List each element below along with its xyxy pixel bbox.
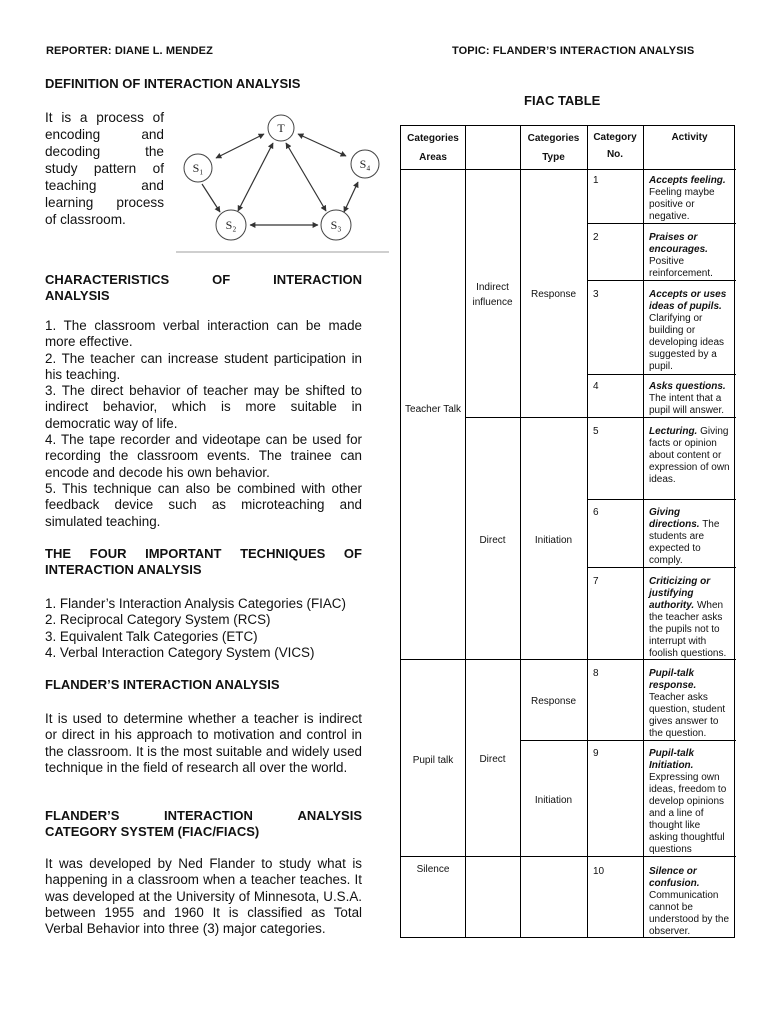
activity-title: Silence or confusion. bbox=[649, 866, 700, 889]
table-divider bbox=[587, 374, 736, 375]
area-teacher-talk: Teacher Talk bbox=[405, 404, 461, 415]
arrow-s4-s3 bbox=[344, 182, 358, 212]
arrow-t-s3 bbox=[286, 143, 326, 211]
area-silence: Silence bbox=[416, 864, 450, 875]
arrow-s1-s2 bbox=[202, 184, 220, 212]
characteristics-title bbox=[45, 272, 362, 304]
activity-cell bbox=[649, 426, 731, 486]
type-response-pupil: Response bbox=[530, 696, 577, 707]
techniques-title bbox=[45, 546, 362, 578]
header-text: Categories bbox=[407, 133, 459, 144]
influence-direct-pupil: Direct bbox=[479, 754, 506, 765]
type-initiation: Initiation bbox=[534, 535, 573, 546]
activity-desc: Teacher asks question, student gives answer to the question. bbox=[649, 692, 726, 739]
header-text: Areas bbox=[419, 152, 447, 163]
fiac-table bbox=[400, 125, 735, 938]
category-number: 5 bbox=[593, 426, 599, 437]
list-item: 3. The direct behavior of teacher may be shifted to indirect behavior, which is more suitable in democratic way of life. bbox=[45, 383, 362, 431]
fiac-title-line2: CATEGORY SYSTEM (FIAC/FIACS) bbox=[45, 824, 260, 839]
table-divider bbox=[587, 567, 736, 568]
node-s2-label: S₂ bbox=[225, 218, 237, 232]
header-no bbox=[587, 129, 643, 163]
definition-title: DEFINITION OF INTERACTION ANALYSIS bbox=[45, 76, 301, 91]
techniques-title-line1: THE FOUR IMPORTANT TECHNIQUES OF bbox=[45, 546, 362, 561]
activity-title: Praises or encourages. bbox=[649, 232, 708, 255]
activity-title: Lecturing. bbox=[649, 426, 698, 437]
arrow-t-s4 bbox=[298, 134, 346, 156]
activity-title: Accepts feeling. bbox=[649, 175, 726, 186]
activity-desc: The intent that a pupil will answer. bbox=[649, 393, 725, 416]
table-divider bbox=[643, 126, 644, 938]
definition-line: of classroom. bbox=[45, 212, 126, 227]
header-type bbox=[520, 129, 587, 167]
activity-desc: Expressing own ideas, freedom to develop opinions and a line of thought like asking thoughtful questions bbox=[649, 772, 727, 855]
activity-desc: When the teacher asks the pupils not to interrupt with foolish questions. bbox=[649, 600, 727, 659]
list-item: 1. The classroom verbal interaction can be made more effective. bbox=[45, 318, 362, 350]
influence-indirect: Indirect influence bbox=[472, 282, 513, 308]
node-t-label: T bbox=[277, 121, 285, 135]
node-s1-label: S₁ bbox=[192, 161, 204, 175]
category-number: 2 bbox=[593, 232, 599, 243]
header-text: No. bbox=[606, 149, 624, 160]
characteristics-list bbox=[45, 318, 362, 530]
activity-cell bbox=[649, 507, 731, 567]
characteristics-title-word: INTERACTION bbox=[273, 272, 362, 287]
list-item: 2. Reciprocal Category System (RCS) bbox=[45, 612, 271, 628]
type-response: Response bbox=[530, 289, 577, 300]
flanders-text: It is used to determine whether a teacher is indirect or direct in his approach to motivation and control in the classroom. It is the most suitable and widely used technique in the field of research all over the world. bbox=[45, 711, 362, 775]
characteristics-title-line2: ANALYSIS bbox=[45, 288, 110, 303]
activity-title: Pupil-talk Initiation. bbox=[649, 748, 695, 771]
definition-text bbox=[45, 109, 164, 228]
list-item: 1. Flander’s Interaction Analysis Categories (FIAC) bbox=[45, 596, 346, 611]
activity-desc: Clarifying or building or developing ideas suggested by a pupil. bbox=[649, 313, 725, 372]
list-item: 4. The tape recorder and videotape can be used for recording the classroom events. The trainee can encode and decode his own behavior. bbox=[45, 432, 362, 480]
table-divider bbox=[587, 280, 736, 281]
table-divider bbox=[401, 169, 736, 170]
definition-line: teaching and bbox=[45, 178, 164, 193]
activity-cell bbox=[649, 289, 731, 373]
list-item: 2. The teacher can increase student participation in his teaching. bbox=[45, 350, 362, 382]
area-pupil-talk: Pupil talk bbox=[412, 755, 454, 766]
activity-cell bbox=[649, 668, 731, 740]
table-divider bbox=[520, 126, 521, 938]
activity-title: Giving directions. bbox=[649, 507, 700, 530]
activity-desc: Communication cannot be understood by the observer. bbox=[649, 890, 730, 937]
fiac-title-word: ANALYSIS bbox=[297, 808, 362, 823]
table-divider bbox=[465, 417, 736, 418]
type-initiation-pupil: Initiation bbox=[534, 795, 573, 806]
node-s4-label: S₄ bbox=[359, 157, 371, 171]
activity-title: Asks questions. bbox=[649, 381, 726, 392]
influence-direct: Direct bbox=[479, 535, 506, 546]
interaction-diagram bbox=[176, 108, 389, 256]
list-item: 4. Verbal Interaction Category System (VICS) bbox=[45, 644, 315, 660]
header-text: Categories bbox=[527, 133, 580, 144]
definition-line: decoding the bbox=[45, 144, 164, 159]
table-divider bbox=[587, 499, 736, 500]
fiac-title-word: INTERACTION bbox=[164, 808, 253, 823]
arrow-t-s2 bbox=[238, 143, 273, 211]
activity-title: Pupil-talk response. bbox=[649, 668, 697, 691]
category-number: 9 bbox=[593, 748, 599, 759]
header-areas bbox=[401, 129, 465, 167]
fiac-text: It was developed by Ned Flander to study what is happening in a classroom when a teacher teaches. It was developed at the University of Minnesota, U.S.A. between 1955 and 1960 It is classified as Total Verbal Behavior into three (3) major categories. bbox=[45, 856, 362, 937]
definition-line: study pattern of bbox=[45, 161, 164, 176]
table-title: FIAC TABLE bbox=[524, 93, 601, 108]
category-number: 10 bbox=[593, 866, 605, 877]
definition-line: learning process bbox=[45, 195, 164, 210]
activity-cell bbox=[649, 748, 731, 856]
arrow-t-s1 bbox=[216, 134, 264, 158]
table-divider bbox=[465, 126, 466, 938]
techniques-list bbox=[45, 596, 362, 661]
category-number: 1 bbox=[593, 175, 599, 186]
activity-cell bbox=[649, 232, 731, 280]
characteristics-title-word: CHARACTERISTICS bbox=[45, 272, 170, 287]
category-number: 8 bbox=[593, 668, 599, 679]
flanders-title: FLANDER’S INTERACTION ANALYSIS bbox=[45, 677, 280, 692]
category-number: 3 bbox=[593, 289, 599, 300]
activity-cell bbox=[649, 381, 731, 417]
table-divider bbox=[587, 223, 736, 224]
header-text: Type bbox=[542, 152, 565, 163]
table-divider bbox=[401, 856, 736, 857]
topic-label: TOPIC: FLANDER’S INTERACTION ANALYSIS bbox=[452, 45, 695, 57]
header-text: Category bbox=[593, 132, 637, 143]
definition-line: encoding and bbox=[45, 127, 164, 142]
activity-cell bbox=[649, 866, 731, 938]
fiac-title-word: FLANDER’S bbox=[45, 808, 120, 823]
activity-desc: The students are expected to comply. bbox=[649, 519, 720, 566]
definition-line: It is a process of bbox=[45, 110, 164, 125]
activity-title: Criticizing or justifying authority. bbox=[649, 576, 711, 611]
table-divider bbox=[587, 126, 588, 938]
activity-cell bbox=[649, 175, 731, 223]
category-number: 7 bbox=[593, 576, 599, 587]
fiac-title bbox=[45, 808, 362, 840]
table-divider bbox=[520, 740, 736, 741]
header-activity: Activity bbox=[671, 132, 708, 143]
characteristics-title-word: OF bbox=[212, 272, 231, 287]
activity-title: Accepts or uses ideas of pupils. bbox=[649, 289, 727, 312]
category-number: 4 bbox=[593, 381, 599, 392]
techniques-title-line2: INTERACTION ANALYSIS bbox=[45, 562, 202, 577]
node-s3-label: S₃ bbox=[330, 218, 342, 232]
list-item: 5. This technique can also be combined with other feedback device such as microteaching and simulated teaching. bbox=[45, 480, 362, 529]
activity-desc: Giving facts or opinion about content or expression of own ideas. bbox=[649, 426, 730, 485]
activity-desc: Positive reinforcement. bbox=[649, 256, 713, 279]
activity-cell bbox=[649, 576, 731, 660]
reporter-label: REPORTER: DIANE L. MENDEZ bbox=[46, 45, 213, 57]
activity-desc: Feeling maybe positive or negative. bbox=[649, 187, 715, 222]
list-item: 3. Equivalent Talk Categories (ETC) bbox=[45, 628, 258, 644]
category-number: 6 bbox=[593, 507, 599, 518]
